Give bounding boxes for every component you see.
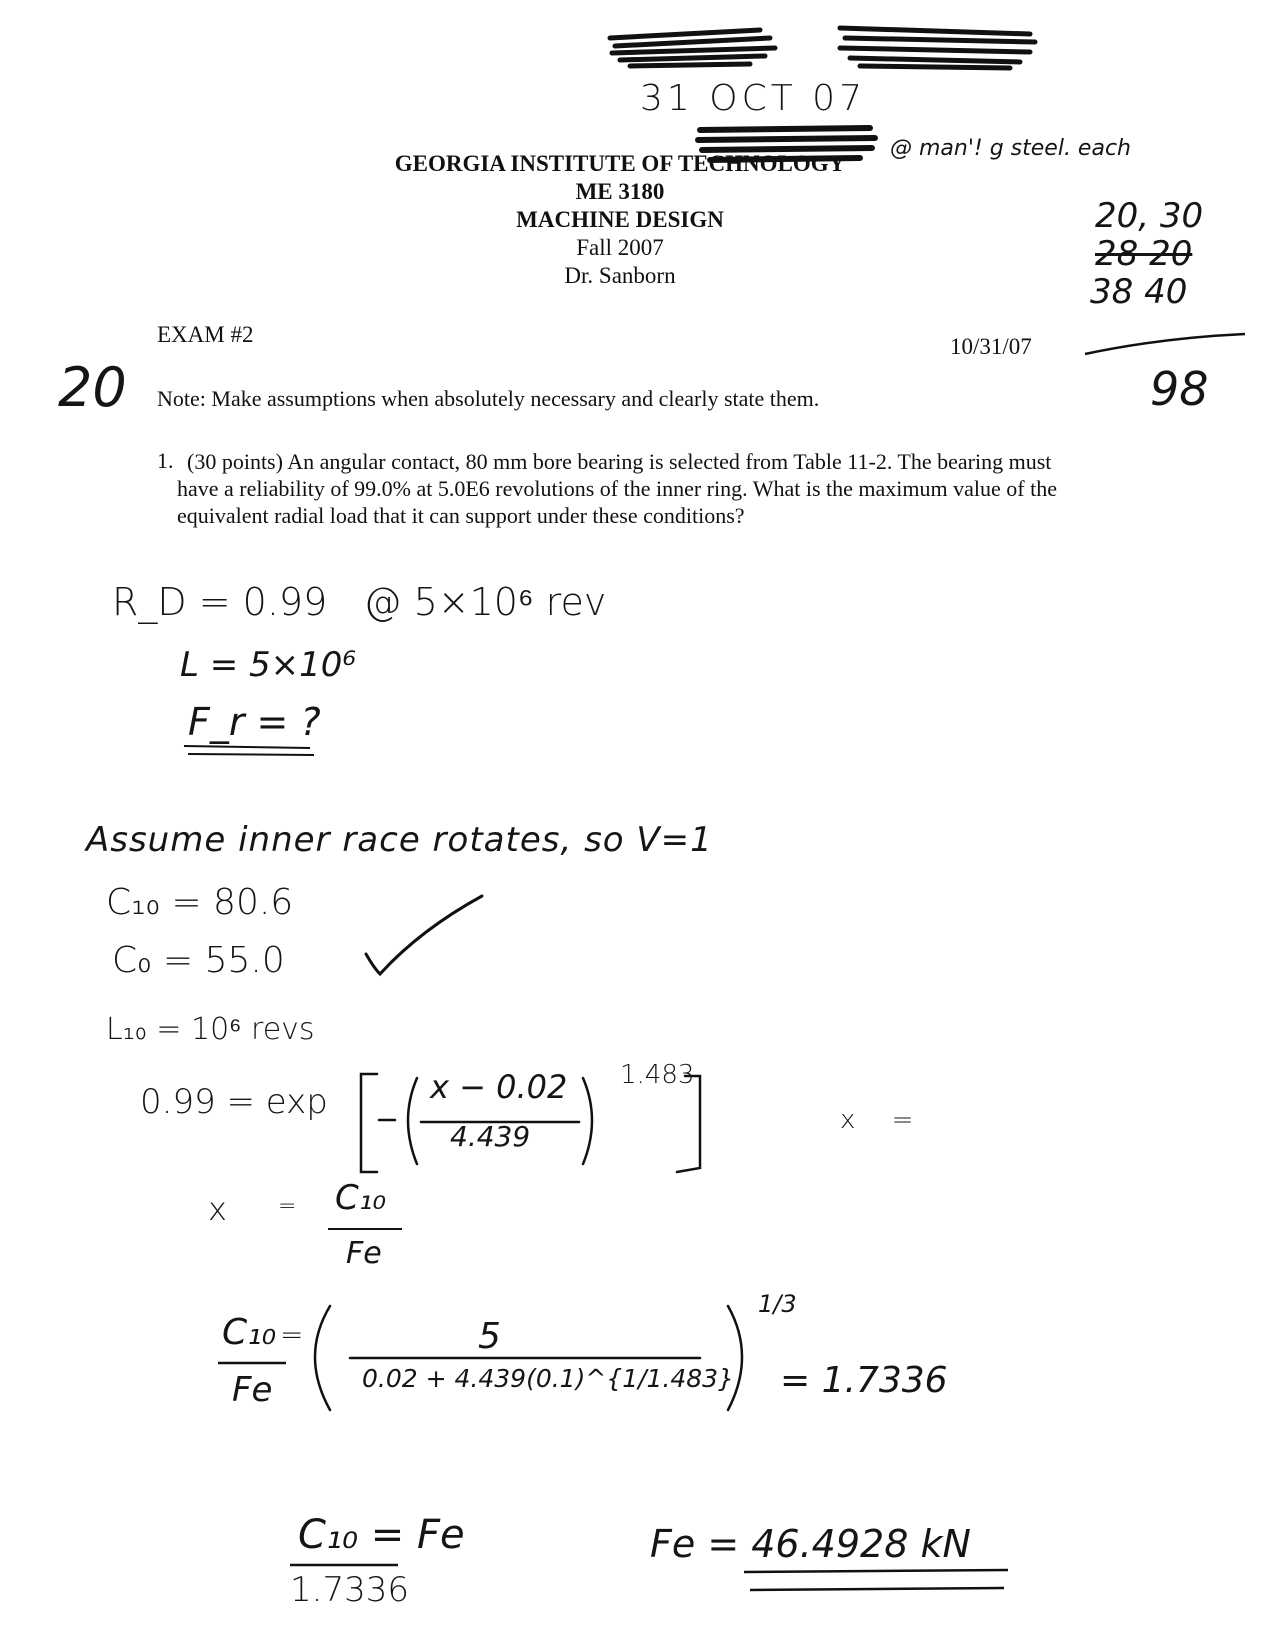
ratio-fraction-bar (216, 1360, 296, 1366)
ratio-inner-denominator: 0.02 + 4.439(0.1)^{1/1.483} (362, 1364, 734, 1393)
work-reliability: R_D = 0.99 @ 5×10⁶ rev (112, 580, 607, 624)
work-assumption: Assume inner race rotates, so V=1 (86, 820, 713, 860)
check-mark (360, 890, 490, 980)
x-def-lhs: x (208, 1190, 227, 1228)
course-title: MACHINE DESIGN (516, 207, 724, 232)
ratio-inner-numerator: 5 (478, 1316, 501, 1357)
x-def-fraction-bar (326, 1226, 406, 1232)
institution-title: GEORGIA INSTITUTE OF TECHNOLOGY (394, 151, 846, 176)
work-c0: C₀ = 55.0 (112, 940, 285, 981)
exam-date: 10/31/07 (950, 334, 1032, 359)
answer-underline (740, 1566, 1020, 1596)
ratio-power: 1/3 (758, 1290, 797, 1318)
question-number: 1. (157, 448, 174, 473)
ratio-equals: = (280, 1318, 304, 1351)
x-def-denominator: Fe (346, 1236, 382, 1271)
ratio-result: = 1.7336 (780, 1360, 948, 1401)
weibull-denominator: 4.439 (450, 1120, 531, 1153)
ratio-parentheses (300, 1300, 760, 1420)
unknown-underline (180, 740, 320, 760)
total-score: 98 (1150, 362, 1209, 416)
score-tally-2: 28 20 (1095, 234, 1193, 274)
course-number: ME 3180 (575, 179, 665, 204)
instructor: Dr. Sanborn (564, 263, 676, 288)
weibull-numerator: x − 0.02 (430, 1068, 568, 1106)
page-score: 20 (58, 356, 127, 419)
tally-rule (1080, 330, 1250, 360)
x-def-equals: = (278, 1194, 297, 1219)
score-tally-1: 20, 30 (1095, 196, 1204, 236)
margin-comment: @ man'! g steel. each (890, 136, 1131, 161)
work-life: L = 5×10⁶ (180, 645, 357, 685)
weibull-lhs: 0.99 = exp (140, 1082, 328, 1122)
redaction-scribble-top (590, 8, 1050, 78)
score-tally-3: 38 40 (1090, 272, 1188, 312)
x-def-numerator: C₁₀ (335, 1178, 386, 1218)
final-answer: Fe = 46.4928 kN (650, 1522, 971, 1566)
work-c10: C₁₀ = 80.6 (106, 882, 294, 923)
work-l10: L₁₀ = 10⁶ revs (106, 1012, 315, 1047)
work-unknown: F_r = ? (188, 700, 321, 744)
term: Fall 2007 (576, 235, 664, 260)
exam-title: EXAM #2 (157, 322, 254, 347)
x-equals: x = (840, 1105, 914, 1135)
date-stamp: 31 OCT 07 (640, 78, 866, 119)
exam-note: Note: Make assumptions when absolutely necessary and clearly state them. (157, 386, 820, 411)
question-text: (30 points) An angular contact, 80 mm bore bearing is selected from Table 11-2. The bearing must have a reliability of 99.0% at 5.0E6 revolutions of the inner ring. What is the maximum value of the equivalent radial load that it can support under these conditions? (177, 449, 1057, 528)
ratio-numerator: C₁₀ (222, 1312, 276, 1353)
ratio-denominator: Fe (232, 1370, 273, 1410)
final-denominator: 1.7336 (290, 1570, 409, 1610)
final-fraction-bar (288, 1562, 408, 1568)
weibull-exponent: 1.483 (620, 1060, 695, 1090)
final-lhs: C₁₀ = Fe (298, 1512, 465, 1558)
